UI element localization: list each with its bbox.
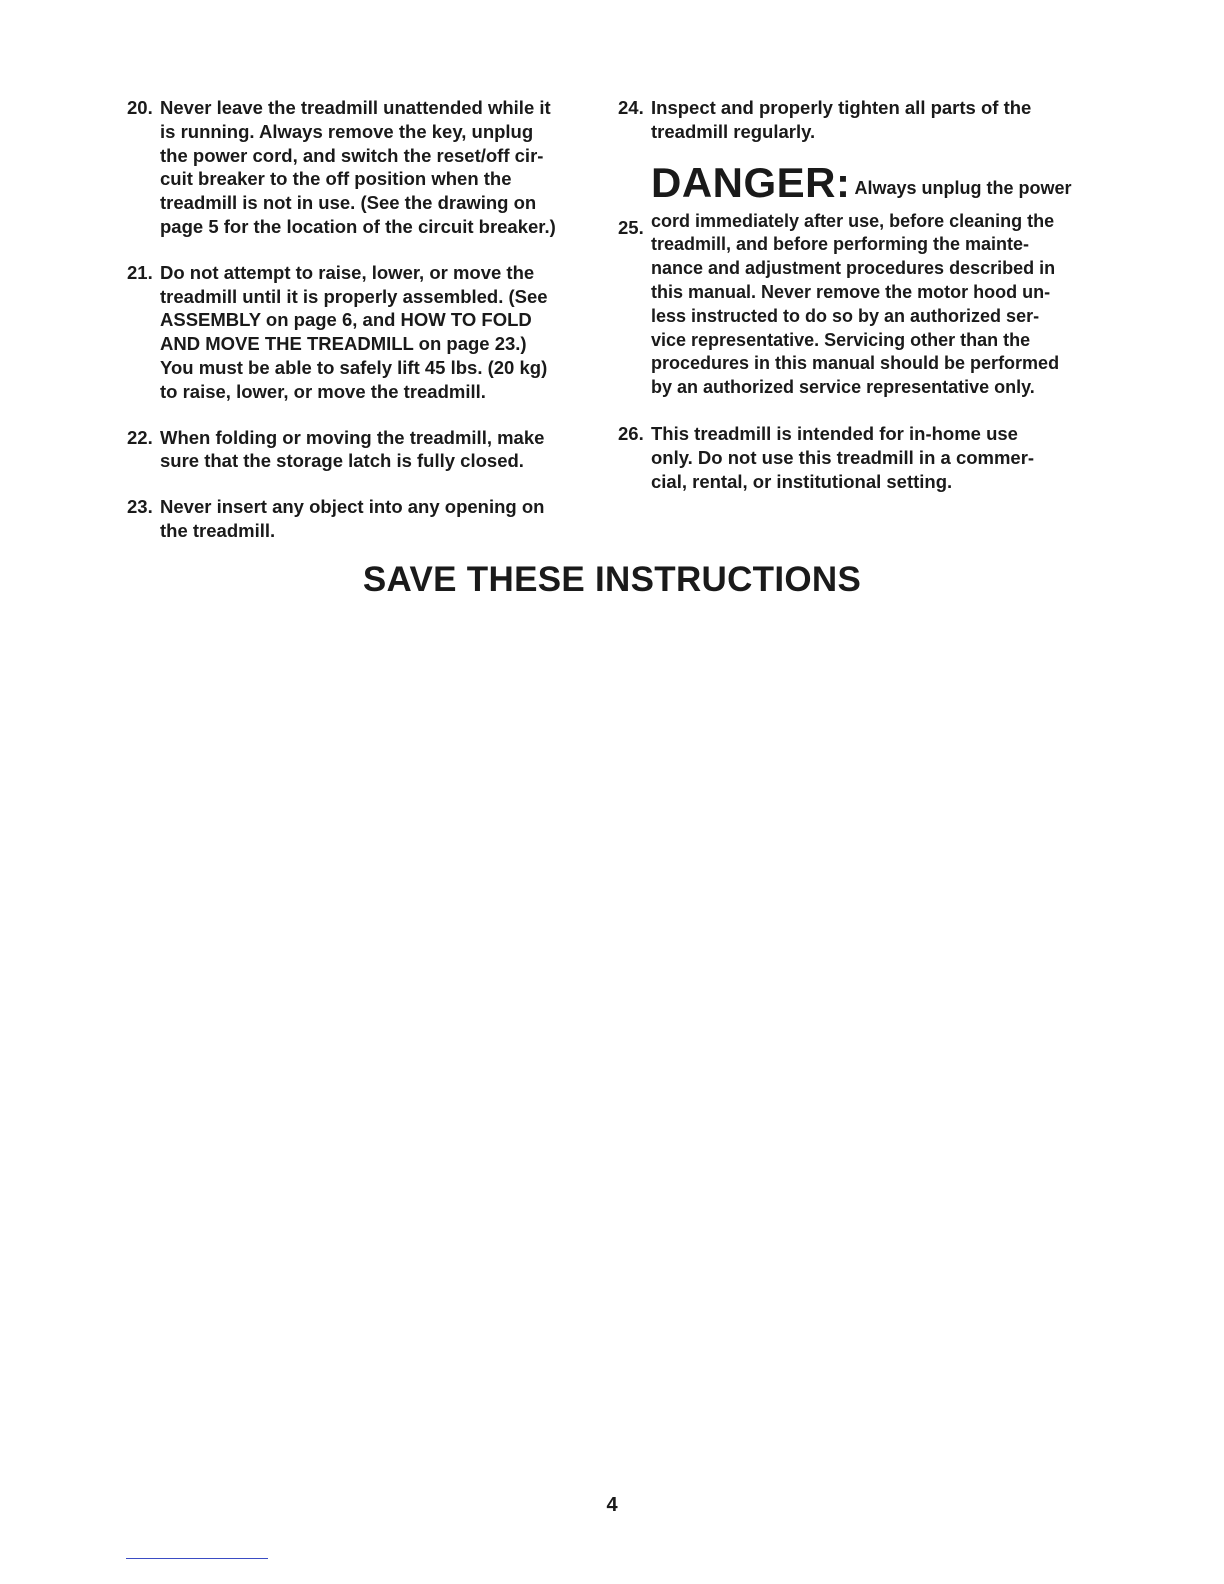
text-line: This treadmill is intended for in-home use [651,422,1018,444]
text-line: treadmill is not in use. (See the drawing on [160,192,537,214]
item-text [160,426,597,474]
item-number: 25. [618,216,644,238]
text-line: the treadmill. [160,519,276,541]
item-number: 26. [618,422,644,444]
item-number: 21. [127,261,153,283]
instruction-item-24 [618,96,1088,144]
instruction-item-20 [127,96,597,239]
text-line: is running. Always remove the key, unplug [160,120,534,142]
left-column [127,96,597,565]
save-instructions-heading: SAVE THESE INSTRUCTIONS [362,560,862,599]
right-column [618,96,1088,515]
instruction-item-21 [127,261,597,404]
item-text [160,261,597,404]
text-line: Never leave the treadmill unattended while it [160,97,551,118]
text-line: Do not attempt to raise, lower, or move the [160,261,535,283]
text-line: to raise, lower, or move the treadmill. [160,380,486,402]
instruction-item-26 [618,422,1088,493]
danger-first-line [651,158,1088,210]
item-text [651,96,1088,144]
instruction-item-23 [127,495,597,543]
item-text [651,422,1088,493]
text-line: only. Do not use this treadmill in a commer- [651,446,1035,468]
item-text [160,495,597,543]
text-line: cuit breaker to the off position when the [160,168,512,190]
instruction-item-22 [127,426,597,474]
text-line: treadmill, and before performing the mainte- [651,234,1030,255]
item-number: 20. [127,97,153,118]
text-line: Inspect and properly tighten all parts of the [651,97,1032,118]
text-line: AND MOVE THE TREADMILL on page 23.) [160,333,527,355]
text-line: this manual. Never remove the motor hood un- [651,281,1051,302]
text-line: by an authorized service representative only. [651,377,1035,398]
text-line: ASSEMBLY on page 6, and HOW TO FOLD [160,309,532,331]
text-line: sure that the storage latch is fully closed. [160,450,524,472]
text-line: Never insert any object into any opening on [160,496,545,518]
item-number: 23. [127,496,153,518]
instruction-item-25-danger [618,158,1088,400]
text-line: less instructed to do so by an authorized ser- [651,305,1040,326]
text-line: procedures in this manual should be performed [651,353,1060,374]
item-number: 24. [618,97,644,118]
danger-heading: DANGER: [651,158,851,206]
text-line: nance and adjustment procedures described in [651,258,1056,279]
item-number: 22. [127,426,153,448]
text-line: When folding or moving the treadmill, make [160,426,545,448]
item-text [160,96,597,239]
text-line: vice representative. Servicing other than the [651,329,1031,350]
text-line: cial, rental, or institutional setting. [651,470,953,492]
text-line: treadmill regularly. [651,120,816,142]
text-line: treadmill until it is properly assembled. (See [160,285,548,307]
text-line: the power cord, and switch the reset/off cir- [160,144,544,166]
text-line: cord immediately after use, before cleaning the [651,210,1055,231]
footer-rule [126,1558,268,1559]
item-text [651,158,1088,400]
danger-lead-text: Always unplug the power [854,177,1072,198]
page-number: 4 [606,1494,618,1516]
text-line: You must be able to safely lift 45 lbs. (20 kg) [160,356,548,378]
text-line: page 5 for the location of the circuit breaker.) [160,215,556,237]
